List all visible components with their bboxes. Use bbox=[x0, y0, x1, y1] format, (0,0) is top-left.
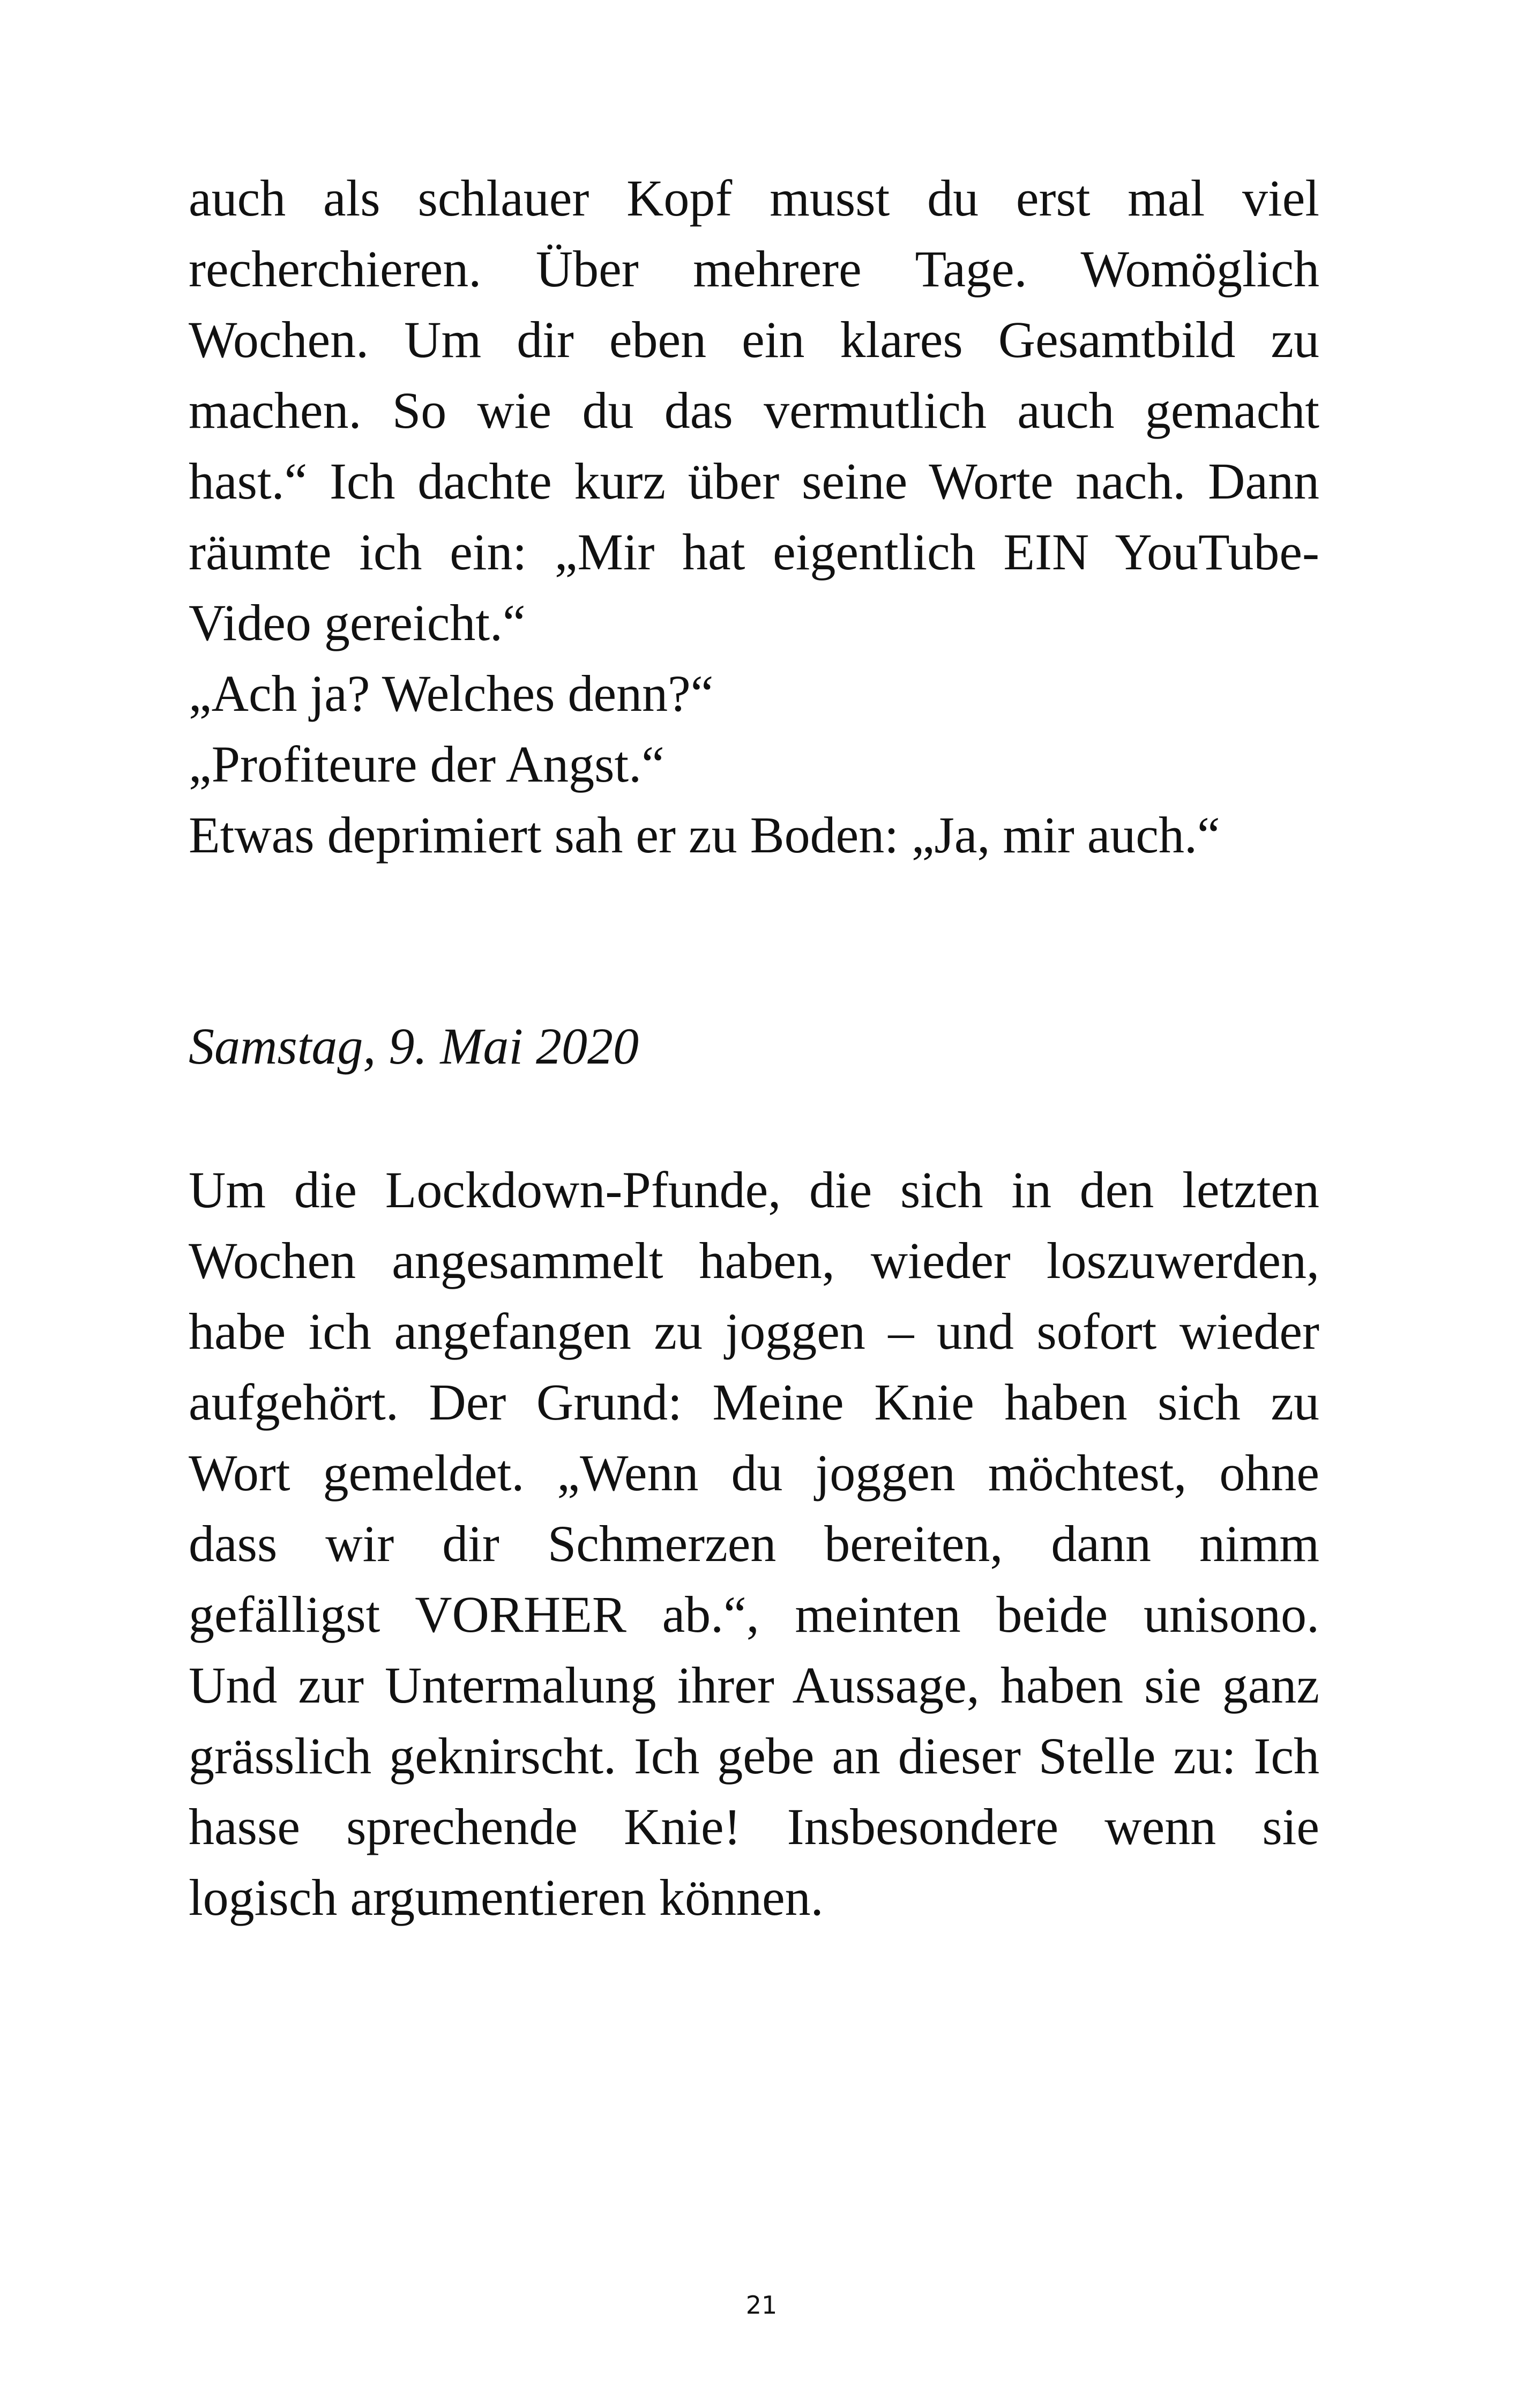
dialogue-line: „Profiteure der Angst.“ bbox=[189, 735, 665, 793]
text-line: logisch argumentieren können. bbox=[189, 1869, 824, 1926]
text-line: machen. So wie du das vermutlich auch gemacht bbox=[189, 382, 1319, 439]
text-line: habe ich angefangen zu joggen – und sofort wieder bbox=[189, 1303, 1319, 1360]
text-line: Video gereicht.“ bbox=[189, 594, 526, 651]
dialogue-line: Etwas deprimiert sah er zu Boden: „Ja, mir auch.“ bbox=[189, 806, 1220, 864]
paragraph-1 bbox=[189, 163, 1319, 871]
text-line: Wochen. Um dir eben ein klares Gesamtbild zu bbox=[189, 311, 1319, 368]
text-line: grässlich geknirscht. Ich gebe an dieser Stelle zu: Ich bbox=[189, 1727, 1319, 1785]
text-line: Wochen angesammelt haben, wieder loszuwerden, bbox=[189, 1232, 1319, 1289]
text-line: räumte ich ein: „Mir hat eigentlich EIN YouTube- bbox=[189, 523, 1319, 581]
text-line: hasse sprechende Knie! Insbesondere wenn sie bbox=[189, 1798, 1319, 1855]
text-line: Um die Lockdown-Pfunde, die sich in den letzten bbox=[189, 1161, 1319, 1218]
text-line: dass wir dir Schmerzen bereiten, dann nimm bbox=[189, 1515, 1319, 1572]
text-line: gefälligst VORHER ab.“, meinten beide unisono. bbox=[189, 1586, 1319, 1643]
dialogue-line: „Ach ja? Welches denn?“ bbox=[189, 665, 714, 722]
paragraph-2 bbox=[189, 1155, 1319, 1933]
date-heading: Samstag, 9. Mai 2020 bbox=[189, 1017, 639, 1075]
page-number: 21 bbox=[745, 2291, 778, 2320]
text-line: aufgehört. Der Grund: Meine Knie haben sich zu bbox=[189, 1373, 1319, 1431]
text-line: recherchieren. Über mehrere Tage. Womöglich bbox=[189, 240, 1319, 298]
text-line: Wort gemeldet. „Wenn du joggen möchtest, ohne bbox=[189, 1444, 1319, 1502]
text-line: hast.“ Ich dachte kurz über seine Worte nach. Dann bbox=[189, 452, 1319, 510]
text-line: auch als schlauer Kopf musst du erst mal viel bbox=[189, 169, 1319, 227]
text-line: Und zur Untermalung ihrer Aussage, haben sie ganz bbox=[189, 1656, 1319, 1714]
